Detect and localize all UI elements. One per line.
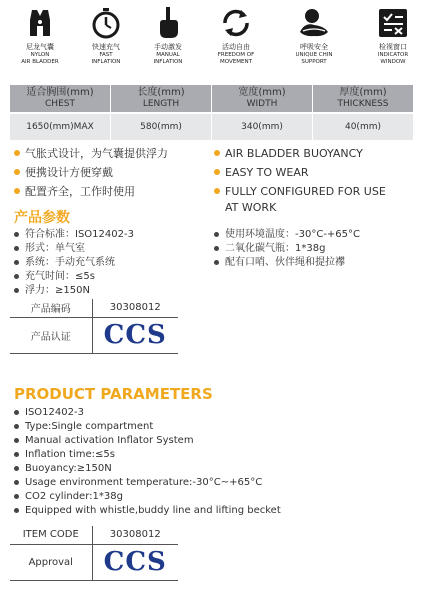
bullet-dot (214, 169, 220, 175)
dim-header-chest (10, 85, 111, 112)
bullet-dot (14, 150, 20, 156)
params-cn-right-list (214, 228, 360, 270)
bullet-dot (14, 466, 19, 471)
list-item-text: 气胀式设计，为气囊提供浮力 (25, 147, 168, 160)
list-item-text: 浮力：≥150N (25, 285, 90, 296)
dimensions-values-row (10, 114, 413, 140)
list-item (14, 182, 168, 201)
feature-cn: 检视窗口 (379, 43, 407, 51)
dim-header-en: THICKNESS (337, 99, 389, 109)
list-item (14, 242, 134, 256)
list-item-text: Inflation time:≤5s (25, 449, 115, 460)
feature-chin-support (279, 6, 349, 65)
list-item (214, 163, 386, 182)
feature-en: FAST INFLATION (91, 52, 121, 65)
list-item-text: 使用环境温度：-30°C-+65°C (225, 229, 361, 240)
dim-header-en: CHEST (45, 99, 75, 109)
code-label: 产品编码 (10, 299, 92, 317)
feature-indicator-window (358, 6, 428, 65)
bullet-dot (14, 424, 19, 429)
list-item (14, 284, 134, 298)
dim-value: 340(mm) (212, 114, 313, 140)
list-item (14, 434, 281, 448)
feature-freedom-movement (201, 6, 271, 65)
list-item (14, 406, 281, 420)
list-item (214, 228, 360, 242)
feature-fast-inflation (71, 6, 141, 65)
list-item-text: 形式：单气室 (25, 243, 85, 254)
list-item-text: 系统：手动充气系统 (25, 257, 115, 268)
table-row (10, 526, 178, 544)
ccs-logo: CCS (103, 320, 167, 350)
dimensions-header (10, 85, 413, 112)
list-item-text: Buoyancy:≥150N (25, 463, 112, 474)
dim-header-cn: 厚度(mm) (339, 87, 387, 98)
dim-header-width (212, 85, 313, 112)
item-code-value: 30308012 (92, 526, 178, 544)
bullet-dot (214, 260, 219, 265)
list-item-text: 二氧化碳气瓶：1*38g (225, 243, 326, 254)
list-item (14, 490, 281, 504)
list-item-continuation (214, 201, 386, 215)
params-cn-left-list (14, 228, 134, 298)
dim-header-thickness (313, 85, 413, 112)
feature-en: UNIQUE CHIN SUPPORT (295, 52, 333, 65)
hand-pull-icon (151, 6, 185, 40)
list-item (14, 144, 168, 163)
list-item (14, 448, 281, 462)
bullet-dot (14, 438, 19, 443)
list-item-text: 配置齐全，工作时使用 (25, 185, 135, 198)
list-item (14, 256, 134, 270)
list-item (14, 504, 281, 518)
life-vest-icon (23, 6, 57, 40)
list-item (214, 256, 360, 270)
bullet-dot (214, 232, 219, 237)
bullet-dot (14, 232, 19, 237)
features-cn-list (14, 144, 168, 201)
bullet-dot (14, 188, 20, 194)
params-cn-spec-table (10, 299, 178, 354)
rotation-arrows-icon (219, 6, 253, 40)
list-item (14, 163, 168, 182)
list-item-text: 配有口哨、伙伴绳和提拉襻 (225, 257, 345, 268)
list-item-text: AT WORK (225, 201, 277, 214)
feature-cn: 呼吸安全 (300, 43, 328, 51)
bullet-dot (14, 480, 19, 485)
table-row (10, 317, 178, 353)
list-item-text: 符合标准：ISO12402-3 (25, 229, 134, 240)
list-item (14, 270, 134, 284)
code-value: 30308012 (92, 299, 178, 317)
list-item-text: Usage environment temperature:-30°C~+65°C (25, 477, 263, 488)
params-en-title: PRODUCT PARAMETERS (14, 385, 213, 403)
list-item-text: EASY TO WEAR (225, 166, 309, 179)
dim-value: 1650(mm)MAX (10, 114, 111, 140)
feature-cn: 快速充气 (92, 43, 120, 51)
feature-icons-row (0, 6, 431, 76)
bullet-dot (14, 494, 19, 499)
stopwatch-icon (89, 6, 123, 40)
chin-support-icon (297, 6, 331, 40)
bullet-dot (14, 508, 19, 513)
list-item (14, 462, 281, 476)
list-item (14, 476, 281, 490)
bullet-dot (14, 246, 19, 251)
ccs-logo: CCS (103, 547, 167, 577)
feature-nylon-bladder (5, 6, 75, 65)
bullet-dot (14, 169, 20, 175)
feature-en: FREEDOM OF MOVEMENT (217, 52, 255, 65)
item-code-label: ITEM CODE (10, 526, 92, 544)
params-en-spec-table (10, 526, 178, 581)
dim-header-cn: 宽度(mm) (238, 87, 286, 98)
approval-logo-cell (92, 544, 178, 580)
dim-header-cn: 长度(mm) (137, 87, 185, 98)
approval-label: Approval (10, 544, 92, 580)
list-item (214, 242, 360, 256)
cert-label: 产品认证 (10, 317, 92, 353)
bullet-dot (14, 452, 19, 457)
params-en-list (14, 406, 281, 518)
list-item-text: 充气时间：≤5s (25, 271, 95, 282)
dim-header-en: WIDTH (246, 99, 278, 109)
feature-cn: 尼龙气囊 (26, 43, 54, 51)
bullet-dot (14, 260, 19, 265)
features-en-list (214, 144, 386, 215)
feature-cn: 手动激发 (154, 43, 182, 51)
list-item-text: 便携设计方便穿戴 (25, 166, 113, 179)
list-item (14, 228, 134, 242)
feature-en: NYLON AIR BLADDER (21, 52, 59, 65)
dim-value: 40(mm) (344, 122, 381, 132)
dim-value: 580(mm) (111, 114, 212, 140)
dim-header-en: LENGTH (142, 99, 180, 109)
table-row (10, 544, 178, 580)
list-item (14, 420, 281, 434)
list-item (214, 144, 386, 163)
dim-header-length (111, 85, 212, 112)
feature-en: INDICATOR WINDOW (377, 52, 409, 65)
cert-logo-cell (92, 317, 178, 353)
list-item-text: FULLY CONFIGURED FOR USE (225, 185, 386, 198)
bullet-dot (14, 288, 19, 293)
dimensions-table (10, 85, 413, 140)
bullet-dot (214, 246, 219, 251)
indicator-window-icon (376, 6, 410, 40)
list-item-text: AIR BLADDER BUOYANCY (225, 147, 363, 160)
bullet-dot (14, 274, 19, 279)
bullet-dot (214, 188, 220, 194)
params-cn-title: 产品参数 (14, 210, 70, 226)
list-item-text: Equipped with whistle,buddy line and lifting becket (25, 505, 281, 516)
feature-en: MANUAL INFLATION (153, 52, 183, 65)
dim-header-cn: 适合胸围(mm) (26, 87, 94, 98)
list-item-text: Type:Single compartment (25, 421, 154, 432)
list-item-text: CO2 cylinder:1*38g (25, 491, 123, 502)
feature-manual-inflation (133, 6, 203, 65)
bullet-dot (214, 150, 220, 156)
list-item-text: Manual activation Inflator System (25, 435, 194, 446)
bullet-dot (14, 410, 19, 415)
list-item (214, 182, 386, 201)
table-row (10, 299, 178, 317)
feature-cn: 活动自由 (222, 43, 250, 51)
list-item-text: ISO12402-3 (25, 407, 84, 418)
